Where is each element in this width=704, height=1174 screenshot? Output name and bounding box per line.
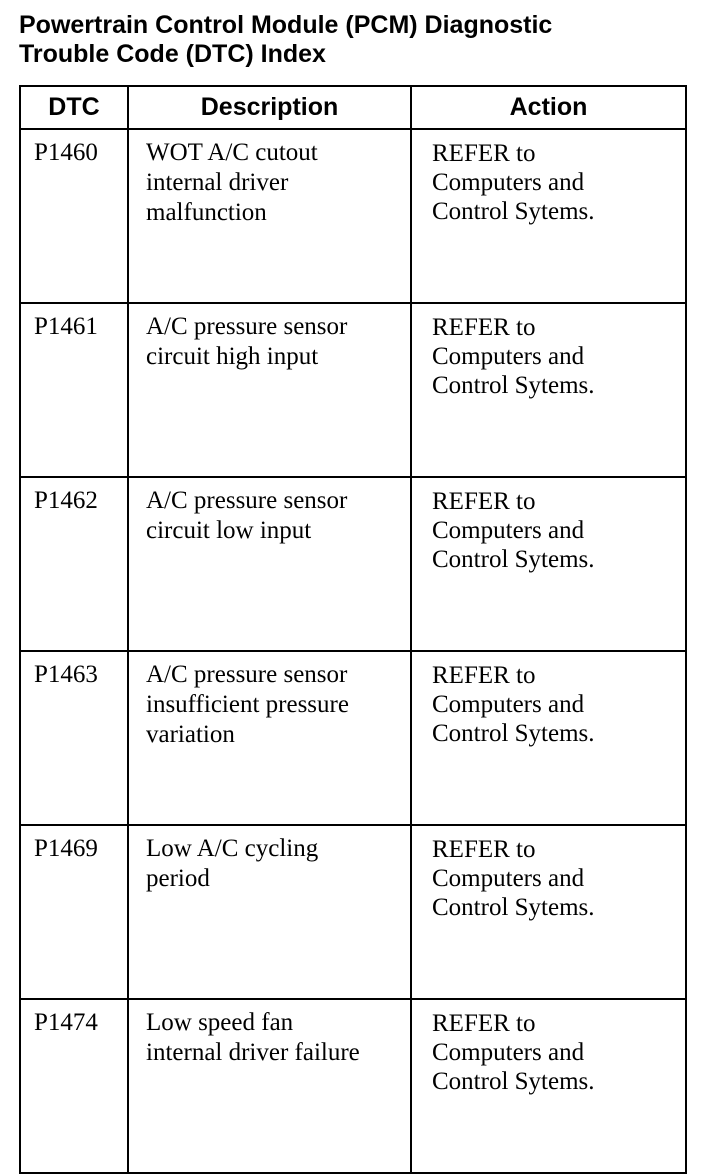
table-row — [20, 303, 686, 477]
description-line: A/C pressure sensor — [146, 487, 348, 514]
cell-action — [411, 825, 686, 999]
action-line: Control Sytems. — [432, 372, 595, 399]
cell-description — [128, 129, 411, 303]
action-line: REFER to — [432, 662, 536, 689]
action-line: Computers and — [432, 517, 585, 544]
dtc-code-text: P1461 — [34, 313, 98, 340]
table-row — [20, 129, 686, 303]
column-header-description: Description — [128, 86, 411, 129]
action-line: Control Sytems. — [432, 198, 595, 225]
cell-description — [128, 651, 411, 825]
table-row — [20, 651, 686, 825]
cell-dtc-code — [20, 477, 128, 651]
cell-dtc-code — [20, 825, 128, 999]
dtc-code-text: P1460 — [34, 139, 98, 166]
cell-action — [411, 999, 686, 1173]
description-line: A/C pressure sensor — [146, 313, 348, 340]
description-line: malfunction — [146, 199, 267, 226]
cell-description — [128, 477, 411, 651]
action-line: Computers and — [432, 343, 585, 370]
dtc-code-text: P1462 — [34, 487, 98, 514]
description-line: period — [146, 865, 210, 892]
description-line: A/C pressure sensor — [146, 661, 348, 688]
dtc-code-text: P1469 — [34, 835, 98, 862]
action-line: Computers and — [432, 1039, 585, 1066]
action-line: REFER to — [432, 1010, 536, 1037]
cell-action — [411, 651, 686, 825]
description-line: WOT A/C cutout — [146, 139, 318, 166]
action-line: Control Sytems. — [432, 894, 595, 921]
action-line: Computers and — [432, 169, 585, 196]
table-row — [20, 999, 686, 1173]
description-line: variation — [146, 721, 235, 748]
description-line: Low A/C cycling — [146, 835, 319, 862]
cell-dtc-code — [20, 129, 128, 303]
column-header-action: Action — [411, 86, 686, 129]
description-line: Low speed fan — [146, 1009, 294, 1036]
column-header-dtc: DTC — [20, 86, 128, 129]
action-line: Control Sytems. — [432, 546, 595, 573]
cell-dtc-code — [20, 651, 128, 825]
action-line: Computers and — [432, 865, 585, 892]
description-line: internal driver — [146, 169, 289, 196]
cell-description — [128, 303, 411, 477]
dtc-code-text: P1463 — [34, 661, 98, 688]
action-line: Control Sytems. — [432, 720, 595, 747]
description-line: circuit high input — [146, 343, 319, 370]
action-line: REFER to — [432, 488, 536, 515]
action-line: REFER to — [432, 314, 536, 341]
dtc-index-table — [19, 85, 687, 1174]
description-line: circuit low input — [146, 517, 312, 544]
cell-action — [411, 129, 686, 303]
table-row — [20, 825, 686, 999]
cell-description — [128, 999, 411, 1173]
cell-dtc-code — [20, 999, 128, 1173]
action-line: Control Sytems. — [432, 1068, 595, 1095]
dtc-code-text: P1474 — [34, 1009, 98, 1036]
cell-description — [128, 825, 411, 999]
cell-dtc-code — [20, 303, 128, 477]
table-header-row — [20, 86, 686, 129]
action-line: REFER to — [432, 836, 536, 863]
cell-action — [411, 477, 686, 651]
document-title — [19, 11, 689, 69]
table-header — [20, 86, 686, 129]
document-title-line-2: Trouble Code (DTC) Index — [19, 40, 326, 68]
description-line: internal driver failure — [146, 1039, 360, 1066]
document-title-line-1: Powertrain Control Module (PCM) Diagnostic — [19, 11, 553, 39]
table-body — [20, 129, 686, 1173]
table-row — [20, 477, 686, 651]
cell-action — [411, 303, 686, 477]
action-line: Computers and — [432, 691, 585, 718]
description-line: insufficient pressure — [146, 691, 349, 718]
action-line: REFER to — [432, 140, 536, 167]
